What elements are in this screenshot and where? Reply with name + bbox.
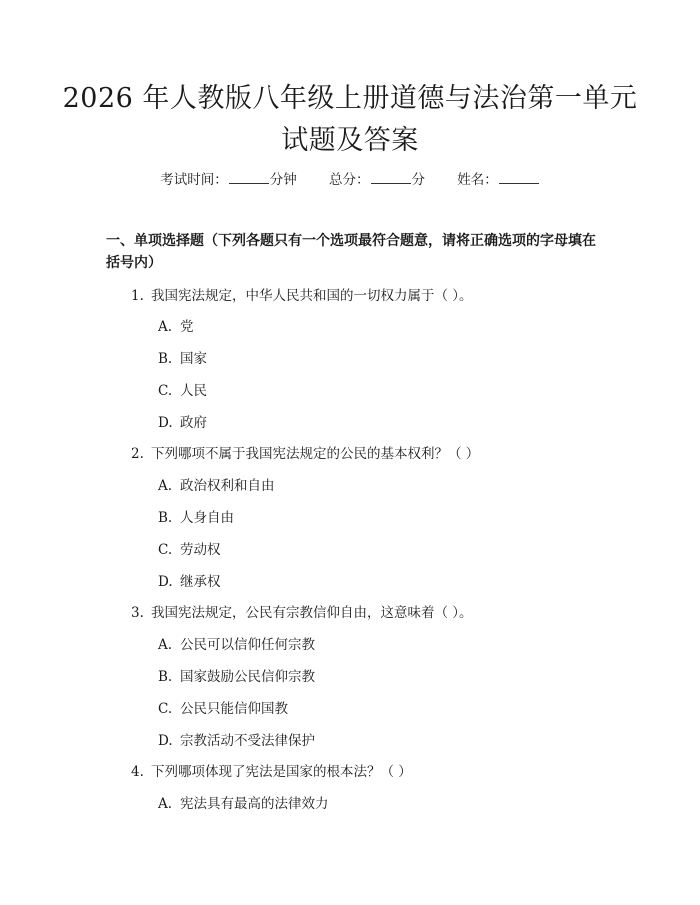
student-name-field <box>457 168 540 188</box>
question-2-option-c[interactable] <box>158 538 221 558</box>
option-letter: B. <box>158 669 173 685</box>
question-3 <box>131 601 473 621</box>
document-title: 2026 年人教版八年级上册道德与法治第一单元试题及答案 <box>62 83 638 156</box>
question-number: 1. <box>131 288 144 304</box>
exam-info-line <box>0 168 700 188</box>
option-text: 人身自由 <box>180 510 234 526</box>
option-text: 政府 <box>180 415 207 431</box>
question-text: 我国宪法规定，公民有宗教信仰自由，这意味着（ ）。 <box>151 605 473 621</box>
question-4 <box>131 760 412 780</box>
question-2 <box>131 442 479 462</box>
option-letter: A. <box>158 796 173 812</box>
exam-time-unit: 分钟 <box>269 172 297 188</box>
question-text: 下列哪项不属于我国宪法规定的公民的基本权利？（ ） <box>151 446 480 462</box>
total-score-label: 总分： <box>329 172 370 188</box>
total-score-field <box>329 168 425 188</box>
option-text: 国家鼓励公民信仰宗教 <box>180 669 315 685</box>
section-heading-single-choice: 一、单项选择题（下列各题只有一个选项最符合题意，请将正确选项的字母填在括号内） <box>106 233 596 271</box>
question-2-option-d[interactable] <box>158 570 221 590</box>
question-3-option-c[interactable] <box>158 697 288 717</box>
option-letter: C. <box>158 701 173 717</box>
question-1-option-c[interactable] <box>158 379 207 399</box>
question-text: 下列哪项体现了宪法是国家的根本法？（ ） <box>151 764 412 780</box>
student-name-blank[interactable] <box>499 171 539 184</box>
option-letter: A. <box>158 637 173 653</box>
question-3-option-d[interactable] <box>158 729 315 749</box>
question-1 <box>131 284 473 304</box>
option-letter: C. <box>158 383 173 399</box>
question-3-option-a[interactable] <box>158 633 315 653</box>
question-text: 我国宪法规定，中华人民共和国的一切权力属于（ ）。 <box>151 288 473 304</box>
option-letter: B. <box>158 351 173 367</box>
option-text: 政治权利和自由 <box>180 478 275 494</box>
question-number: 2. <box>131 446 144 462</box>
option-letter: D. <box>158 415 173 431</box>
option-letter: C. <box>158 542 173 558</box>
option-text: 劳动权 <box>180 542 221 558</box>
exam-time-label: 考试时间： <box>160 172 228 188</box>
question-1-option-a[interactable] <box>158 315 194 335</box>
total-score-blank[interactable] <box>371 171 411 184</box>
option-letter: A. <box>158 478 173 494</box>
option-text: 公民可以信仰任何宗教 <box>180 637 315 653</box>
question-4-option-a[interactable] <box>158 792 329 812</box>
option-letter: A. <box>158 319 173 335</box>
question-number: 4. <box>131 764 144 780</box>
option-text: 国家 <box>180 351 207 367</box>
exam-time-field <box>160 168 297 188</box>
question-2-option-b[interactable] <box>158 506 234 526</box>
question-1-option-d[interactable] <box>158 411 207 431</box>
option-text: 宪法具有最高的法律效力 <box>180 796 329 812</box>
option-text: 人民 <box>180 383 207 399</box>
option-text: 宗教活动不受法律保护 <box>180 733 315 749</box>
question-1-option-b[interactable] <box>158 347 207 367</box>
total-score-unit: 分 <box>411 172 425 188</box>
exam-time-blank[interactable] <box>229 171 269 184</box>
question-2-option-a[interactable] <box>158 474 275 494</box>
student-name-label: 姓名： <box>457 172 498 188</box>
question-number: 3. <box>131 605 144 621</box>
option-letter: D. <box>158 574 173 590</box>
option-letter: B. <box>158 510 173 526</box>
question-3-option-b[interactable] <box>158 665 315 685</box>
option-letter: D. <box>158 733 173 749</box>
option-text: 公民只能信仰国教 <box>180 701 288 717</box>
option-text: 党 <box>180 319 194 335</box>
option-text: 继承权 <box>180 574 221 590</box>
